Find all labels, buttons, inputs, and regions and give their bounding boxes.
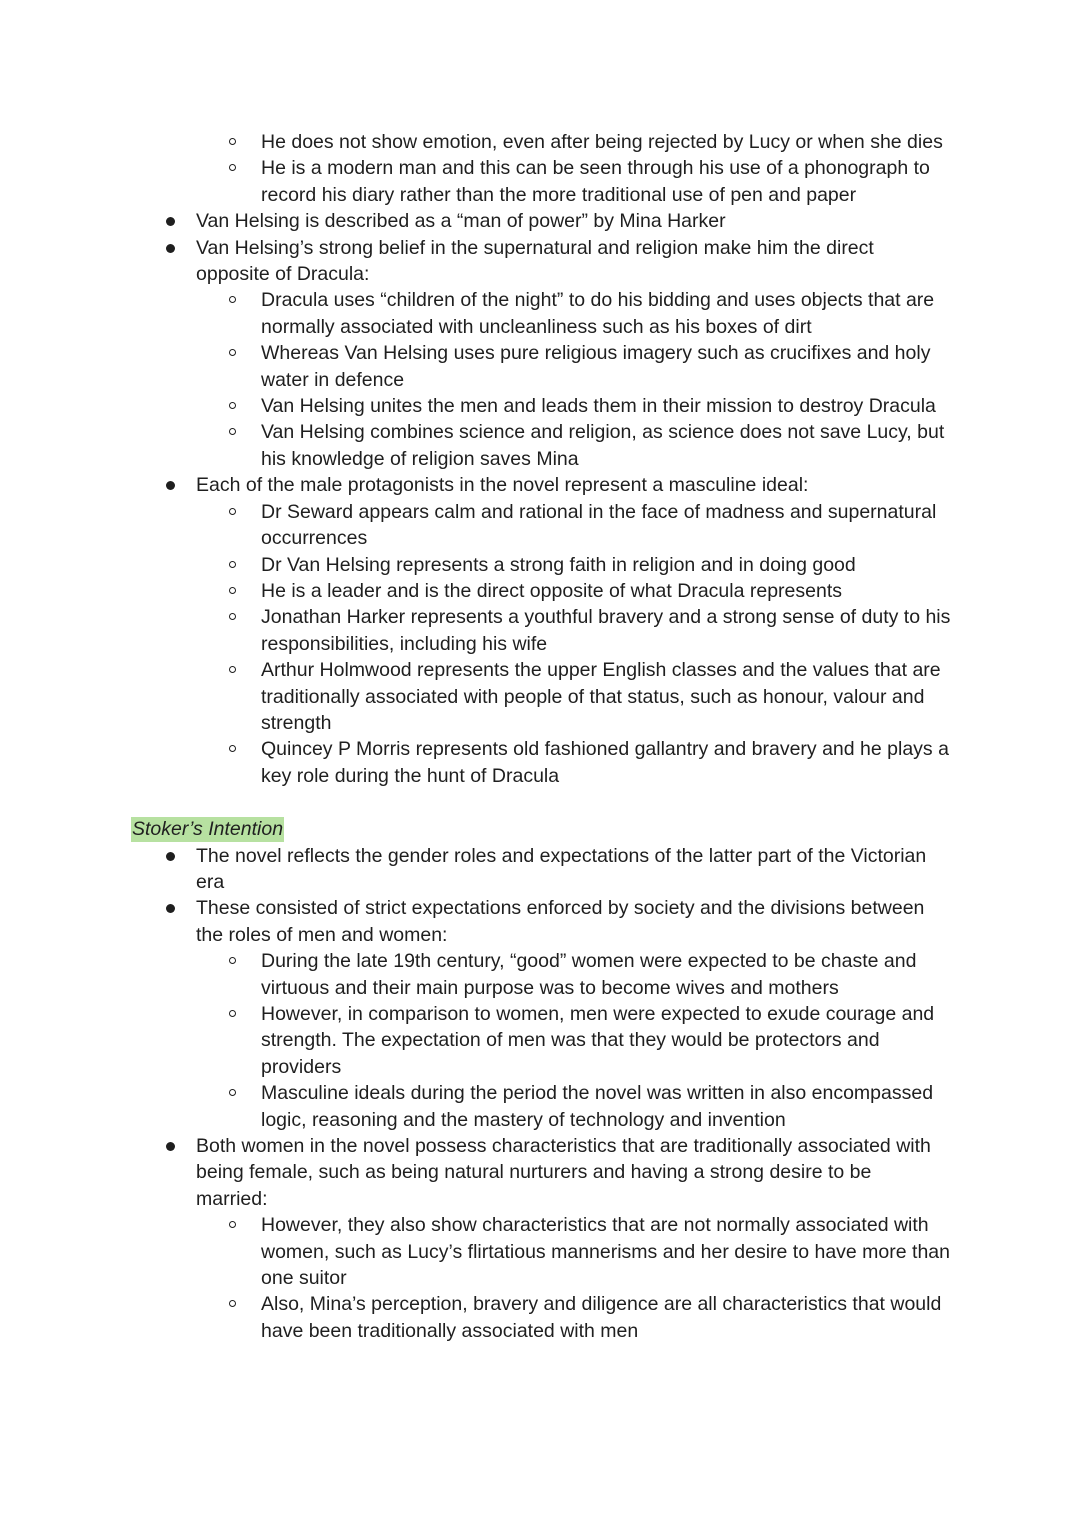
sub-bullet-item bbox=[0, 1212, 951, 1291]
hollow-bullet-icon bbox=[229, 402, 236, 409]
bullet-item bbox=[0, 843, 948, 896]
filled-bullet-icon bbox=[166, 217, 175, 226]
hollow-bullet-icon bbox=[229, 428, 236, 435]
sub-bullet-text: Quincey P Morris represents old fashioned gallantry and bravery and he plays a key role during the hunt of Dracula bbox=[261, 738, 949, 787]
hollow-bullet-icon bbox=[229, 508, 236, 515]
hollow-bullet-icon bbox=[229, 666, 236, 673]
sub-bullet-item bbox=[0, 499, 951, 552]
hollow-bullet-icon bbox=[229, 138, 236, 145]
sub-bullet-item bbox=[0, 552, 951, 578]
sub-bullet-text: He is a leader and is the direct opposite of what Dracula represents bbox=[261, 579, 842, 602]
hollow-bullet-icon bbox=[229, 1300, 236, 1307]
sub-bullet-item bbox=[0, 1001, 951, 1080]
sub-bullet-text: Dracula uses “children of the night” to do his bidding and uses objects that are normally associated with uncleanliness such as his boxes of dirt bbox=[261, 289, 935, 338]
hollow-bullet-icon bbox=[229, 164, 236, 171]
bullet-text: Van Helsing’s strong belief in the supernatural and religion make him the direct opposite of Dracula: bbox=[196, 236, 874, 286]
bullet-item bbox=[0, 1133, 948, 1212]
sub-bullet-item bbox=[0, 1291, 951, 1344]
hollow-bullet-icon bbox=[229, 1221, 236, 1228]
sub-bullet-item bbox=[0, 419, 951, 472]
sub-bullet-text: During the late 19th century, “good” women were expected to be chaste and virtuous and their main purpose was to become wives and mothers bbox=[261, 950, 917, 999]
bullet-text: Van Helsing is described as a “man of power” by Mina Harker bbox=[196, 210, 726, 233]
sub-bullet-text: Masculine ideals during the period the novel was written in also encompassed logic, reasoning and the mastery of technology and invention bbox=[261, 1082, 934, 1131]
filled-bullet-icon bbox=[166, 904, 175, 913]
sub-bullet-text: Van Helsing unites the men and leads them in their mission to destroy Dracula bbox=[261, 395, 936, 418]
sub-bullet-item bbox=[0, 287, 951, 340]
sub-bullet-text: Jonathan Harker represents a youthful bravery and a strong sense of duty to his responsibilities, including his wife bbox=[261, 606, 951, 655]
sub-bullet-item bbox=[0, 393, 951, 419]
filled-bullet-icon bbox=[166, 1142, 175, 1151]
sub-bullet-item bbox=[0, 340, 951, 393]
sub-bullet-item bbox=[0, 736, 951, 789]
sub-bullet-text: Also, Mina’s perception, bravery and diligence are all characteristics that would have been traditionally associated with men bbox=[261, 1293, 942, 1342]
section-heading-row bbox=[0, 816, 1080, 842]
sub-bullet-text: However, in comparison to women, men were expected to exude courage and strength. The expectation of men was that they would be protectors and providers bbox=[261, 1002, 935, 1078]
sub-bullet-item bbox=[0, 578, 951, 604]
sub-bullet-item bbox=[0, 948, 951, 1001]
sub-bullet-item bbox=[0, 604, 951, 657]
filled-bullet-icon bbox=[166, 244, 175, 253]
hollow-bullet-icon bbox=[229, 1010, 236, 1017]
bullet-item bbox=[0, 208, 948, 234]
sub-bullet-item bbox=[0, 129, 951, 155]
filled-bullet-icon bbox=[166, 481, 175, 490]
bullet-text: These consisted of strict expectations enforced by society and the divisions between the roles of men and women: bbox=[196, 897, 925, 946]
sub-bullet-text: Van Helsing combines science and religion, as science does not save Lucy, but his knowledge of religion saves Mina bbox=[261, 421, 945, 470]
bullet-item bbox=[0, 895, 948, 948]
bullet-text: Both women in the novel possess characteristics that are traditionally associated with being female, such as being natural nurturers and having a strong desire to be married: bbox=[196, 1135, 931, 1210]
bullet-text: The novel reflects the gender roles and expectations of the latter part of the Victorian era bbox=[196, 844, 927, 893]
sub-bullet-text: Arthur Holmwood represents the upper English classes and the values that are traditionally associated with people of that status, such as honour, valour and strength bbox=[261, 659, 941, 734]
sub-bullet-text: Dr Van Helsing represents a strong faith in religion and in doing good bbox=[261, 553, 856, 576]
document-page bbox=[0, 129, 1080, 1344]
sub-bullet-item bbox=[0, 155, 951, 208]
sub-bullet-text: He is a modern man and this can be seen through his use of a phonograph to record his diary rather than the more traditional use of pen and paper bbox=[261, 157, 930, 206]
hollow-bullet-icon bbox=[229, 587, 236, 594]
section-heading: Stoker’s Intention bbox=[132, 818, 284, 841]
bullet-item bbox=[0, 235, 948, 288]
sub-bullet-text: Dr Seward appears calm and rational in the face of madness and supernatural occurrences bbox=[261, 500, 937, 550]
sub-bullet-text: He does not show emotion, even after being rejected by Lucy or when she dies bbox=[261, 131, 943, 153]
bullet-text: Each of the male protagonists in the novel represent a masculine ideal: bbox=[196, 474, 809, 497]
hollow-bullet-icon bbox=[229, 296, 236, 303]
sub-bullet-text: Whereas Van Helsing uses pure religious imagery such as crucifixes and holy water in defence bbox=[261, 342, 931, 391]
hollow-bullet-icon bbox=[229, 349, 236, 356]
filled-bullet-icon bbox=[166, 852, 175, 861]
bullet-item bbox=[0, 472, 948, 498]
hollow-bullet-icon bbox=[229, 957, 236, 964]
hollow-bullet-icon bbox=[229, 561, 236, 568]
sub-bullet-text: However, they also show characteristics that are not normally associated with women, such as Lucy’s flirtatious mannerisms and her desire to have more than one suitor bbox=[261, 1214, 950, 1290]
hollow-bullet-icon bbox=[229, 1089, 236, 1096]
hollow-bullet-icon bbox=[229, 745, 236, 752]
sub-bullet-item bbox=[0, 1080, 951, 1133]
hollow-bullet-icon bbox=[229, 613, 236, 620]
sub-bullet-item bbox=[0, 657, 951, 736]
